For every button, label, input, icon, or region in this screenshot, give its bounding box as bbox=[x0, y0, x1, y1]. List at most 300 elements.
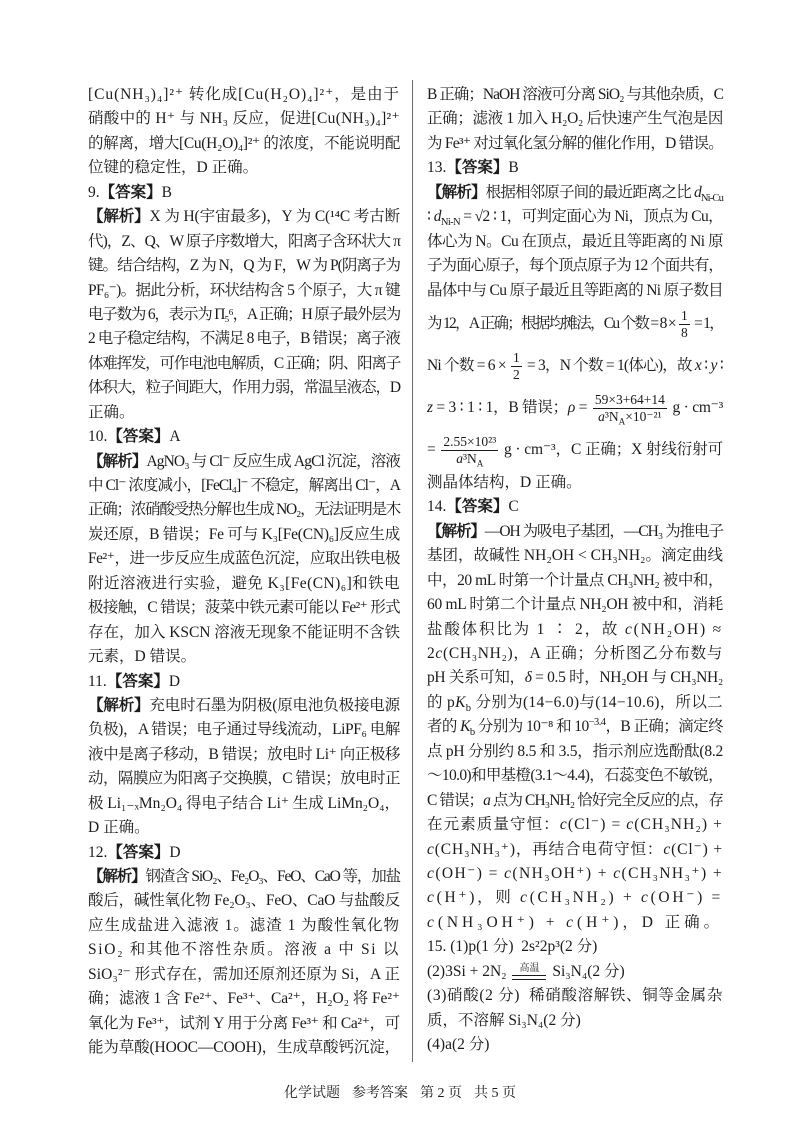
line-content bbox=[427, 838, 723, 862]
text-line bbox=[427, 132, 723, 156]
text-run: 炭还原，B 错误；Fe 可与 K₃[Fe(CN)₆]反应生成 bbox=[88, 525, 400, 543]
condition-label: 高温 bbox=[519, 963, 540, 975]
text-run: 元素，D 错误。 bbox=[88, 648, 197, 666]
line-content bbox=[88, 914, 400, 938]
line-content bbox=[427, 107, 723, 131]
text-run: = 3 ∶ 1 ∶ 1，B 错误； bbox=[432, 398, 568, 416]
superscript: −3.4 bbox=[588, 717, 606, 729]
text-run: (CH₃NH₃⁺) + bbox=[621, 864, 723, 882]
text-line bbox=[88, 547, 400, 571]
text-run: 存在，加入 KSCN 溶液无现象不能证明不含铁 bbox=[88, 623, 400, 641]
footer-page-number: 第 2 页 bbox=[420, 1086, 462, 1101]
text-run: 位键的稳定性，D 正确。 bbox=[88, 159, 259, 177]
bold-label: 【解析】 bbox=[88, 208, 150, 226]
line-content bbox=[427, 862, 723, 886]
line-content bbox=[427, 789, 723, 813]
text-run: = bbox=[427, 440, 440, 458]
text-line bbox=[88, 596, 400, 620]
text-run: 2 bbox=[427, 645, 436, 662]
text-run: 根据相邻原子间的最近距离之比 bbox=[485, 183, 694, 201]
text-line bbox=[427, 107, 723, 131]
italic-variable: c bbox=[427, 913, 438, 931]
text-line bbox=[88, 889, 400, 913]
text-line bbox=[88, 83, 400, 107]
text-line bbox=[427, 593, 723, 617]
text-line bbox=[88, 816, 400, 840]
text-run: (CH₃NH₂)，A 正确；分析图乙分布数与 bbox=[442, 645, 723, 662]
fraction bbox=[679, 308, 690, 340]
text-line bbox=[88, 303, 400, 327]
text-run: B 正确；NaOH 溶液可分离 SiO₂ 与其他杂质，C bbox=[427, 86, 723, 103]
line-content bbox=[88, 181, 172, 205]
subscript: A bbox=[618, 416, 626, 427]
text-run: 者的 bbox=[427, 718, 461, 736]
footer-doc-type: 参考答案 bbox=[352, 1086, 408, 1101]
text-run: 电子数为 6，表示为 Π₅⁶，A 正确；H 原子最外层为 bbox=[88, 305, 400, 323]
line-content bbox=[427, 303, 723, 345]
text-line bbox=[88, 718, 400, 742]
text-run: ∶ bbox=[700, 356, 711, 374]
text-run: (H⁺)，D 正确。 bbox=[576, 913, 723, 931]
line-content bbox=[88, 156, 258, 180]
text-run: 能为草酸(HOOC—COOH)，生成草酸钙沉淀， bbox=[88, 1039, 400, 1057]
line-content bbox=[88, 718, 400, 742]
line-content bbox=[88, 132, 400, 156]
bold-label: 【答案】 bbox=[107, 428, 170, 446]
bold-label: 【解析】 bbox=[427, 522, 485, 540]
line-content bbox=[88, 596, 400, 620]
line-content bbox=[88, 352, 400, 376]
text-line bbox=[427, 83, 723, 107]
bold-label: 【解析】 bbox=[88, 868, 146, 885]
italic-variable: z bbox=[427, 398, 433, 416]
text-run: 点 pH 分别约 8.5 和 3.5，指示剂应选酚酞(8.2 bbox=[427, 742, 723, 760]
text-run: = √2 ∶ 1，可判定面心为 Ni，顶点为 Cu， bbox=[460, 208, 723, 226]
line-content bbox=[427, 495, 519, 519]
line-content bbox=[427, 156, 519, 180]
text-line bbox=[88, 1036, 400, 1060]
line-content bbox=[88, 792, 400, 816]
italic-variable: c bbox=[504, 864, 513, 882]
line-content bbox=[427, 471, 582, 495]
text-run: 键。结合结构，Z 为 N，Q 为 F，W 为 P(阴离子为 bbox=[88, 257, 400, 275]
subscript: b bbox=[469, 727, 475, 739]
text-line bbox=[427, 303, 723, 345]
bold-label: 【解析】 bbox=[88, 452, 147, 470]
text-run: 确；滤液 1 含 Fe²⁺、Fe³⁺、Ca²⁺，H₂O₂ 将 Fe²⁺ bbox=[88, 990, 400, 1008]
text-line bbox=[427, 569, 723, 593]
text-line bbox=[88, 694, 400, 718]
line-content bbox=[88, 767, 400, 791]
text-run: ³N bbox=[462, 450, 477, 466]
text-run: 59×3+64+14 bbox=[594, 392, 665, 408]
footer-page-total: 共 5 页 bbox=[474, 1086, 516, 1101]
text-run: 点为 CH₃NH₂ 恰好完全反应的点，存 bbox=[489, 791, 723, 809]
text-run: (CH₃NH₂) + bbox=[634, 816, 723, 834]
line-content bbox=[88, 865, 400, 889]
italic-variable: c bbox=[663, 840, 672, 858]
text-run: ∶ bbox=[427, 208, 434, 226]
bold-label: 【答案】 bbox=[106, 672, 169, 690]
line-content bbox=[427, 83, 723, 107]
line-content bbox=[427, 569, 723, 593]
line-content bbox=[88, 107, 400, 131]
text-run: (2)3Si + 2N₂ bbox=[427, 962, 511, 980]
text-line bbox=[88, 938, 400, 962]
text-run: 15. (1)p(1 分) 2s²2p³(2 分) bbox=[427, 938, 598, 956]
text-line bbox=[427, 666, 723, 690]
bold-label: 【答案】 bbox=[446, 159, 509, 177]
bold-label: 【答案】 bbox=[107, 843, 170, 861]
text-run: 代)，Z、Q、W 原子序数增大，阳离子含环状大 π bbox=[88, 232, 400, 250]
text-line bbox=[427, 230, 723, 254]
text-run: 质，不溶解 Si₃N₄(2 分) bbox=[427, 1011, 581, 1029]
line-content bbox=[88, 987, 400, 1011]
italic-variable: K bbox=[455, 693, 466, 711]
text-line bbox=[88, 963, 400, 987]
line-content bbox=[427, 254, 723, 278]
text-run: 正确。 bbox=[88, 403, 135, 421]
text-run: Ni 个数 = 6 × bbox=[427, 356, 509, 374]
text-run: 13. bbox=[427, 159, 447, 177]
text-line bbox=[88, 376, 400, 400]
text-line bbox=[427, 984, 723, 1008]
text-run: SiO₂ 和其他不溶性杂质。溶液 a 中 Si 以 bbox=[88, 941, 400, 959]
line-content bbox=[427, 740, 723, 764]
line-content bbox=[88, 498, 400, 522]
text-run: 正确；浓硝酸受热分解也生成 NO₂，无法证明是木 bbox=[88, 501, 400, 519]
text-line bbox=[88, 474, 400, 498]
text-run: 体难挥发，可作电池电解质，C 正确；阴、阳离子 bbox=[88, 354, 400, 372]
line-content bbox=[88, 376, 400, 400]
text-run: X 为 H(宇宙最多)，Y 为 C(¹⁴C 考古断 bbox=[149, 208, 400, 226]
bold-label: 【解析】 bbox=[88, 696, 150, 714]
text-line bbox=[427, 205, 723, 229]
text-run: AgNO₃ 与 Cl⁻ 反应生成 AgCl 沉淀，溶液 bbox=[146, 452, 400, 470]
text-run: (4)a(2 分) bbox=[427, 1036, 490, 1053]
fraction-numerator bbox=[511, 350, 522, 367]
italic-variable: x bbox=[694, 356, 701, 374]
line-content bbox=[88, 327, 400, 351]
text-run: 8 bbox=[681, 324, 688, 340]
text-run: 酸后，碱性氧化物 Fe₂O₃、FeO、CaO 与盐酸反 bbox=[88, 892, 400, 910]
text-run: 为 12，A 正确；根据均摊法，Cu 个数 = 8 × bbox=[427, 314, 678, 332]
italic-variable: d bbox=[693, 183, 701, 201]
text-line bbox=[88, 987, 400, 1011]
line-content bbox=[427, 593, 723, 617]
line-content bbox=[88, 1012, 400, 1036]
text-run: (NH₂OH) ≈ bbox=[633, 620, 723, 638]
text-run: 分别为(14−6.0)与(14−10.6)，所以二 bbox=[471, 693, 723, 711]
text-run: 14. bbox=[427, 498, 447, 516]
text-run: Si₃N₄(2 分) bbox=[548, 962, 625, 980]
line-content bbox=[88, 547, 400, 571]
fraction bbox=[441, 434, 498, 469]
subscript: A bbox=[476, 458, 484, 469]
text-line bbox=[88, 572, 400, 596]
text-run: (NH₃OH⁺) + bbox=[437, 913, 567, 931]
text-run: 中，20 mL 时第一个计量点 CH₃NH₂ 被中和， bbox=[427, 571, 723, 589]
text-line bbox=[88, 401, 400, 425]
text-line bbox=[427, 345, 723, 387]
text-line bbox=[88, 1012, 400, 1036]
text-run: 测晶体结构，D 正确。 bbox=[427, 473, 582, 491]
line-content bbox=[88, 1036, 400, 1060]
subscript: b bbox=[465, 702, 472, 714]
line-content bbox=[88, 694, 400, 718]
line-content bbox=[88, 889, 400, 913]
text-run: 2.55×10²³ bbox=[443, 434, 497, 450]
text-run: pH 关系可知， bbox=[427, 669, 525, 687]
line-content bbox=[88, 401, 135, 425]
fraction-denominator bbox=[593, 409, 667, 425]
italic-variable: c bbox=[559, 816, 568, 834]
text-line bbox=[427, 520, 723, 544]
fraction-numerator bbox=[593, 392, 667, 409]
text-line bbox=[427, 495, 723, 519]
text-line bbox=[88, 645, 400, 669]
text-line bbox=[427, 764, 723, 788]
italic-variable: c bbox=[427, 864, 436, 882]
text-run: 基团，故碱性 NH₂OH < CH₃NH₂。滴定曲线 bbox=[427, 547, 723, 565]
text-run: Fe²⁺，进一步反应生成蓝色沉淀，应取出铁电极 bbox=[88, 550, 400, 568]
text-run: (CH₃NH₂) + bbox=[529, 889, 641, 907]
italic-variable: ρ bbox=[567, 398, 576, 416]
line-content bbox=[427, 520, 723, 544]
line-content bbox=[427, 618, 723, 642]
reaction-condition bbox=[512, 964, 546, 980]
line-content bbox=[427, 387, 723, 429]
text-line bbox=[427, 429, 723, 471]
text-line bbox=[88, 230, 400, 254]
text-run: A bbox=[169, 428, 181, 446]
line-content bbox=[88, 450, 400, 474]
text-run: 体心为 N。Cu 在顶点，最近且等距离的 Ni 原 bbox=[427, 232, 723, 250]
text-run: B bbox=[508, 159, 519, 177]
text-line bbox=[427, 156, 723, 180]
line-content bbox=[427, 544, 723, 568]
line-content bbox=[427, 691, 723, 715]
text-run: ，B 正确；滴定终 bbox=[605, 718, 723, 736]
text-line bbox=[88, 743, 400, 767]
line-content bbox=[427, 345, 723, 387]
text-run: 盐酸体积比为 1 ∶ 2，故 bbox=[427, 620, 625, 638]
text-run: —OH 为吸电子基团，—CH₃ 为推电子 bbox=[484, 522, 723, 540]
text-line bbox=[427, 279, 723, 303]
line-content bbox=[88, 279, 400, 303]
fraction-numerator bbox=[441, 434, 498, 451]
italic-variable: δ bbox=[524, 669, 532, 687]
line-content bbox=[427, 1009, 581, 1033]
text-line bbox=[427, 618, 723, 642]
italic-variable: c bbox=[640, 889, 651, 907]
text-line bbox=[88, 279, 400, 303]
text-line bbox=[88, 132, 400, 156]
italic-variable: y bbox=[710, 356, 717, 374]
line-content bbox=[88, 523, 400, 547]
text-run: 60 mL 时第二个计量点 NH₂OH 被中和，消耗 bbox=[427, 596, 723, 614]
text-line bbox=[427, 387, 723, 429]
line-content bbox=[427, 813, 723, 837]
line-content bbox=[88, 230, 400, 254]
italic-variable: c bbox=[435, 645, 443, 662]
line-content bbox=[88, 841, 181, 865]
line-content bbox=[427, 1033, 489, 1057]
text-run: PF₆⁻)。据此分析，环状结构含 5 个原子，大 π 键 bbox=[88, 281, 400, 299]
text-run: = bbox=[575, 398, 591, 416]
text-run: 11. bbox=[88, 672, 107, 690]
line-content bbox=[88, 572, 400, 596]
text-line bbox=[427, 1033, 723, 1057]
double-line-sign bbox=[512, 975, 546, 980]
text-line bbox=[88, 914, 400, 938]
italic-variable: a bbox=[456, 450, 463, 466]
text-line bbox=[88, 254, 400, 278]
subscript: Ni-N bbox=[440, 217, 461, 229]
text-run: ～10.0)和甲基橙(3.1～4.4)，石蕊变色不敏锐， bbox=[427, 767, 723, 785]
text-line bbox=[427, 789, 723, 813]
line-content bbox=[427, 279, 723, 303]
text-run: 中 Cl⁻ 浓度减小，[FeCl₄]⁻ 不稳定，解离出 Cl⁻，A bbox=[88, 477, 400, 494]
line-content bbox=[427, 886, 723, 910]
line-content bbox=[88, 425, 181, 449]
text-run: ×10⁻²¹ bbox=[625, 408, 662, 424]
line-content bbox=[88, 621, 400, 645]
text-run: 体积大，粒子间距大，作用力弱，常温呈液态，D bbox=[88, 379, 400, 397]
text-line bbox=[88, 107, 400, 131]
italic-variable: K bbox=[460, 718, 470, 736]
text-line bbox=[88, 181, 400, 205]
text-run: SiO₃²⁻ 形式存在，需加还原剂还原为 Si，A 正 bbox=[88, 965, 400, 983]
text-run: 晶体中与 Cu 原子最近且等距离的 Ni 原子数目 bbox=[427, 281, 723, 299]
text-run: D 正确。 bbox=[88, 819, 150, 837]
text-line bbox=[88, 670, 400, 694]
line-content bbox=[427, 715, 723, 739]
line-content bbox=[88, 743, 400, 767]
line-content bbox=[427, 911, 723, 935]
text-run: 10. bbox=[88, 428, 108, 446]
text-line bbox=[88, 352, 400, 376]
italic-variable: c bbox=[427, 889, 437, 907]
text-run: (3)硝酸(2 分) 稀硝酸溶解铁、铜等金属杂 bbox=[427, 987, 723, 1005]
text-run: 附近溶液进行实验，避免 K₃[Fe(CN)₆]和铁电 bbox=[88, 574, 400, 592]
text-run: D bbox=[169, 843, 181, 861]
text-run: 氧化为 Fe³⁺，试剂 Y 用于分离 Fe³⁺ 和 Ca²⁺，可 bbox=[88, 1014, 400, 1032]
text-run: (CH₃NH₃⁺)，再结合电荷守恒： bbox=[434, 840, 664, 858]
text-line bbox=[427, 960, 723, 984]
italic-variable: a bbox=[483, 791, 490, 809]
text-run: (Cl⁻) + bbox=[671, 840, 723, 858]
text-run: 钢渣含 SiO₂、Fe₂O₃、FeO、CaO 等，加盐 bbox=[145, 868, 400, 885]
italic-variable: c bbox=[520, 889, 530, 907]
text-line bbox=[88, 865, 400, 889]
line-content bbox=[427, 666, 723, 690]
text-run: (Cl⁻) = bbox=[567, 816, 627, 834]
text-run: 的 p bbox=[427, 693, 456, 711]
text-run: 硝酸中的 H⁺ 与 NH₃ 反应，促进[Cu(NH₃)₄]²⁺ bbox=[88, 110, 400, 128]
fraction-numerator bbox=[679, 308, 690, 325]
line-content bbox=[427, 181, 723, 205]
line-content bbox=[88, 303, 400, 327]
text-line bbox=[427, 544, 723, 568]
text-line bbox=[88, 767, 400, 791]
bold-label: 【答案】 bbox=[99, 183, 162, 201]
text-line bbox=[88, 621, 400, 645]
right-column bbox=[427, 83, 723, 1057]
text-run: 极 Li₁₋ₓMn₂O₄ 得电子结合 Li⁺ 生成 LiMn₂O₄， bbox=[88, 794, 400, 812]
italic-variable: c bbox=[613, 864, 622, 882]
line-content bbox=[88, 963, 400, 987]
text-line bbox=[427, 862, 723, 886]
text-line bbox=[427, 471, 723, 495]
text-run: 1 bbox=[513, 350, 520, 366]
line-content bbox=[88, 83, 400, 107]
text-run: 动，隔膜应为阳离子交换膜，C 错误；放电时正 bbox=[88, 770, 400, 788]
text-run: 2 电子稳定结构，不满足 8 电子，B 错误；离子液 bbox=[88, 330, 400, 348]
text-run: = 1， bbox=[691, 314, 723, 332]
text-run: C 错误； bbox=[427, 791, 484, 809]
text-run: [Cu(NH₃)₄]²⁺ 转化成[Cu(H₂O)₄]²⁺，是由于 bbox=[88, 86, 400, 103]
text-run: (H⁺)，则 bbox=[436, 889, 521, 907]
footer-subject: 化学试题 bbox=[284, 1086, 340, 1101]
text-run: B bbox=[161, 183, 172, 201]
text-line bbox=[88, 841, 400, 865]
text-line bbox=[88, 425, 400, 449]
text-line bbox=[88, 792, 400, 816]
italic-variable: c bbox=[624, 620, 634, 638]
text-line bbox=[427, 254, 723, 278]
line-content bbox=[88, 474, 400, 498]
text-run: (OH⁻) = bbox=[435, 864, 505, 882]
italic-variable: c bbox=[626, 816, 635, 834]
line-content bbox=[427, 935, 597, 959]
line-content bbox=[427, 132, 723, 156]
text-line bbox=[427, 1009, 723, 1033]
page-footer bbox=[0, 1084, 800, 1104]
line-content bbox=[427, 429, 723, 471]
fraction-denominator bbox=[511, 367, 522, 383]
text-line bbox=[427, 886, 723, 910]
text-run: 为 Fe³⁺ 对过氧化氢分解的催化作用，D 错误。 bbox=[427, 134, 723, 152]
fraction bbox=[593, 392, 667, 427]
text-run: D bbox=[168, 672, 181, 690]
text-line bbox=[427, 642, 723, 666]
line-content bbox=[427, 230, 723, 254]
text-run: g · cm⁻³，C 正确；X 射线衍射可 bbox=[500, 440, 723, 458]
line-content bbox=[88, 205, 400, 229]
text-run: 的解离，增大[Cu(H₂O)₄]²⁺ 的浓度，不能说明配 bbox=[88, 134, 400, 152]
text-line bbox=[88, 156, 400, 180]
bold-label: 【解析】 bbox=[427, 183, 486, 201]
text-run: C bbox=[508, 498, 519, 516]
text-run: (OH⁻) = bbox=[650, 889, 723, 907]
italic-variable: c bbox=[427, 840, 435, 858]
text-run: 正确；滤液 1 加入 H₂O₂ 后快速产生气泡是因 bbox=[427, 110, 723, 128]
text-run: ∶ bbox=[716, 356, 723, 374]
text-run: 充电时石墨为阴极(原电池负极接电源 bbox=[149, 696, 400, 714]
italic-variable: d bbox=[433, 208, 441, 226]
subscript: Ni-Cu bbox=[700, 192, 724, 204]
text-run: (NH₃OH⁺) + bbox=[512, 864, 614, 882]
text-line bbox=[427, 911, 723, 935]
text-run: 负极)，A 错误；电子通过导线流动，LiPF₆ 电解 bbox=[88, 721, 400, 739]
line-content bbox=[88, 938, 400, 962]
text-run: 2 bbox=[513, 366, 520, 382]
text-run: 极接触，C 错误；菠菜中铁元素可能以 Fe²⁺ 形式 bbox=[88, 599, 400, 617]
text-line bbox=[427, 813, 723, 837]
line-content bbox=[427, 984, 723, 1008]
bold-label: 【答案】 bbox=[446, 498, 509, 516]
